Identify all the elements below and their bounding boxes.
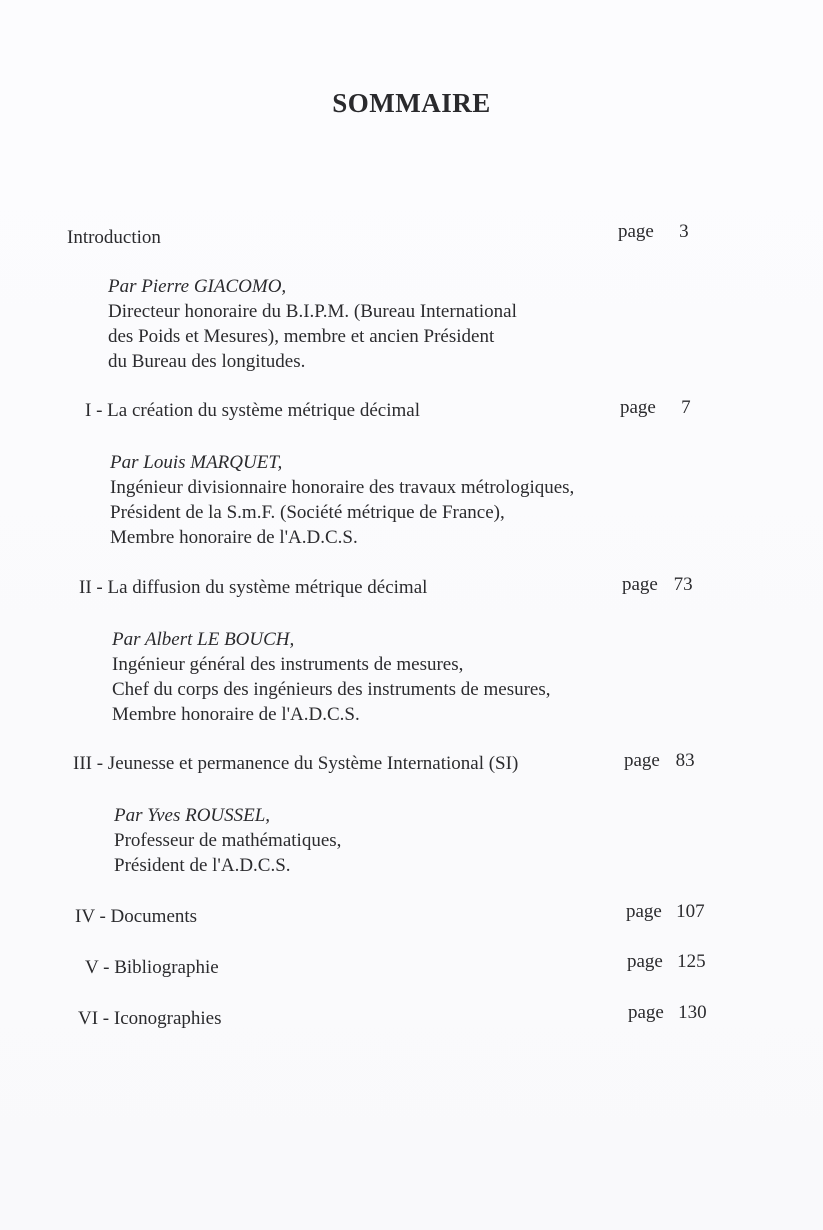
page-word: page <box>622 574 658 595</box>
author-block-1 <box>110 450 574 550</box>
toc-entry-2: II - La diffusion du système métrique décimal <box>79 577 428 598</box>
author-block-3 <box>114 803 341 878</box>
toc-entry-3: III - Jeunesse et permanence du Système International (SI) <box>73 753 519 774</box>
author-desc-line: Président de la S.m.F. (Société métrique de France), <box>110 502 505 523</box>
toc-page-ref-5 <box>627 949 706 974</box>
toc-page-ref-6 <box>628 1000 707 1025</box>
author-desc-line: Ingénieur général des instruments de mesures, <box>112 654 464 675</box>
page-word: page <box>626 901 662 922</box>
page-word: page <box>618 221 654 242</box>
page-word: page <box>624 750 660 771</box>
page-title: SOMMAIRE <box>332 88 491 118</box>
page-number: 7 <box>681 397 691 418</box>
toc-page-ref-introduction <box>618 219 689 244</box>
page-number: 83 <box>675 750 695 771</box>
author-name: Par Yves ROUSSEL, <box>114 805 271 826</box>
author-name: Par Pierre GIACOMO, <box>108 276 287 297</box>
page-number: 107 <box>676 901 705 922</box>
toc-entry-introduction: Introduction <box>67 227 161 248</box>
author-block-introduction <box>108 274 517 374</box>
toc-entry-6: VI - Iconographies <box>78 1008 222 1029</box>
page-word: page <box>628 1002 664 1023</box>
author-name: Par Albert LE BOUCH, <box>112 629 295 650</box>
page-number: 3 <box>679 221 689 242</box>
page-word: page <box>627 951 663 972</box>
toc-page-ref-2 <box>622 572 693 597</box>
author-desc-line: Professeur de mathématiques, <box>114 830 342 851</box>
toc-entry-1: I - La création du système métrique décimal <box>85 400 421 421</box>
author-desc-line: Chef du corps des ingénieurs des instruments de mesures, <box>112 679 551 700</box>
page-number: 130 <box>678 1002 707 1023</box>
page-number: 125 <box>677 951 706 972</box>
toc-entry-5: V - Bibliographie <box>85 957 219 978</box>
author-name: Par Louis MARQUET, <box>110 452 283 473</box>
toc-page-ref-4 <box>626 899 705 924</box>
toc-page-ref-3 <box>624 748 695 773</box>
page-word: page <box>620 397 656 418</box>
toc-entry-4: IV - Documents <box>75 906 198 927</box>
author-desc-line: Ingénieur divisionnaire honoraire des travaux métrologiques, <box>110 477 575 498</box>
author-desc-line: Membre honoraire de l'A.D.C.S. <box>110 527 358 548</box>
page-number: 73 <box>673 574 693 595</box>
author-block-2 <box>112 627 551 727</box>
author-desc-line: Président de l'A.D.C.S. <box>114 855 291 876</box>
author-desc-line: du Bureau des longitudes. <box>108 351 306 372</box>
author-desc-line: Directeur honoraire du B.I.P.M. (Bureau International <box>108 301 517 322</box>
author-desc-line: Membre honoraire de l'A.D.C.S. <box>112 704 360 725</box>
author-desc-line: des Poids et Mesures), membre et ancien Président <box>108 326 495 347</box>
toc-page-ref-1 <box>620 395 691 420</box>
